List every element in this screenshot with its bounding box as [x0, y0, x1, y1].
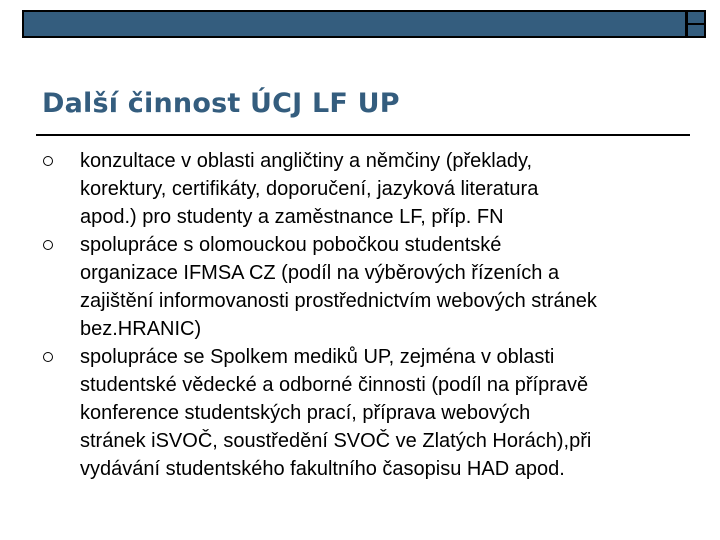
- bullet-line: bez.HRANIC): [80, 318, 202, 340]
- bullet-item-ifmsa: [42, 231, 707, 343]
- bullet-item-medics-association: [42, 343, 707, 483]
- title-underline: [36, 134, 690, 136]
- header-bar: [22, 10, 706, 38]
- header-bar-end-line: [688, 23, 704, 25]
- bullet-line: studentské vědecké a odborné činnosti (podíl na přípravě: [80, 374, 589, 396]
- slide-title: Další činnost ÚCJ LF UP: [42, 88, 400, 119]
- bullet-line: zajištění informovanosti prostřednictvím webových stránek: [80, 290, 597, 312]
- bullet-line: spolupráce s olomouckou pobočkou studentské: [80, 234, 502, 256]
- bullet-line: organizace IFMSA CZ (podíl na výběrových řízeních a: [80, 262, 560, 284]
- bullet-line: spolupráce se Spolkem mediků UP, zejména v oblasti: [80, 346, 555, 368]
- bullet-line: stránek iSVOČ, soustředění SVOČ ve Zlatých Horách),při: [80, 430, 592, 452]
- bullet-list: [42, 147, 707, 483]
- bullet-line: konference studentských prací, příprava webových: [80, 402, 531, 424]
- hollow-circle-bullet-icon: [43, 156, 53, 166]
- bullet-item-consultations: [42, 147, 707, 231]
- bullet-line: konzultace v oblasti angličtiny a němčiny (překlady,: [80, 150, 533, 172]
- hollow-circle-bullet-icon: [43, 240, 53, 250]
- bullet-line: korektury, certifikáty, doporučení, jazyková literatura: [80, 178, 539, 200]
- bullet-line: apod.) pro studenty a zaměstnance LF, příp. FN: [80, 206, 504, 228]
- hollow-circle-bullet-icon: [43, 352, 53, 362]
- bullet-line: vydávání studentského fakultního časopisu HAD apod.: [80, 458, 565, 480]
